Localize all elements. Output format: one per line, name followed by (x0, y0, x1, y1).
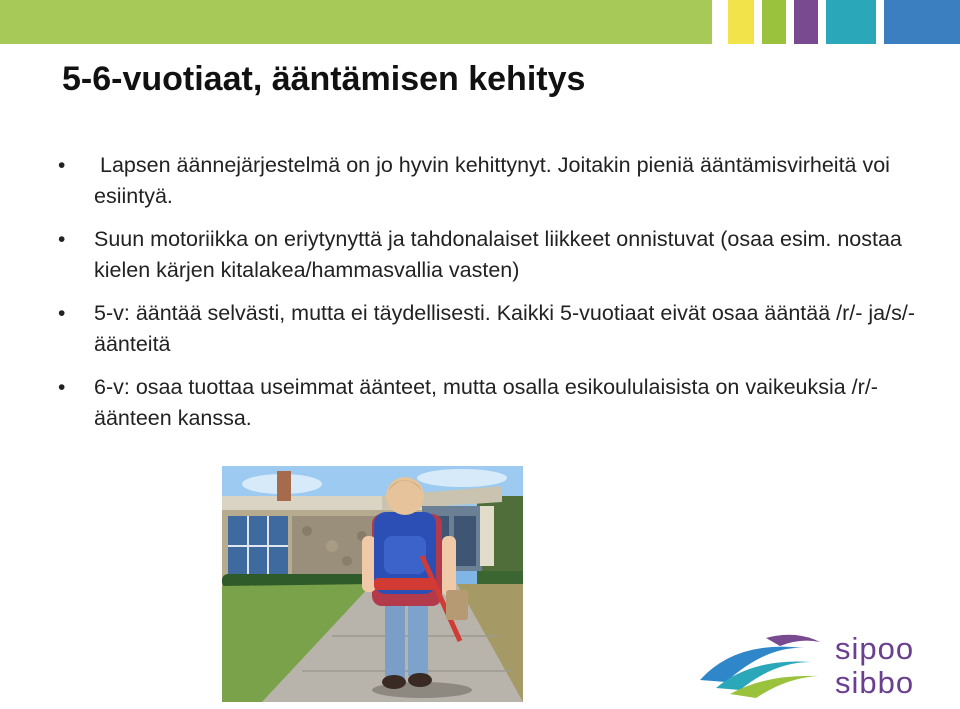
bullet-item (58, 224, 928, 286)
header-green-bar (0, 0, 712, 44)
bullet-item (58, 150, 928, 212)
photo-illustration (222, 466, 523, 702)
header-stripe-gap (754, 0, 762, 44)
bullet-text: 6-v: osaa tuottaa useimmat äänteet, mutta osalla esikoululaisista on vaikeuksia /r/-äänteen kanssa. (94, 375, 878, 430)
slide-title: 5-6-vuotiaat, ääntämisen kehitys (62, 60, 586, 98)
logo-line-sipoo: sipoo (835, 631, 915, 666)
header-stripe-gap (786, 0, 794, 44)
bullet-dot-icon: • (58, 376, 66, 399)
header-stripe-gap (876, 0, 884, 44)
bullet-dot-icon: • (58, 154, 66, 177)
header-stripe-blue (884, 0, 960, 44)
child-walking-to-school-photo (222, 466, 523, 702)
logo-wordmark (835, 632, 914, 700)
header-color-band (0, 0, 960, 44)
logo-swoosh-icon (696, 628, 836, 704)
logo-line-sibbo: sibbo (835, 665, 915, 700)
bullet-dot-icon: • (58, 228, 66, 251)
bullet-list (58, 150, 928, 446)
header-stripe-green (762, 0, 786, 44)
bullet-item (58, 372, 928, 434)
header-stripe-gap (712, 0, 728, 44)
bullet-dot-icon: • (58, 302, 66, 325)
bullet-text: Suun motoriikka on eriytynyttä ja tahdonalaiset liikkeet onnistuvat (osaa esim. nostaa kielen kärjen kitalakea/hammasvallia vasten) (94, 227, 902, 282)
bullet-text: 5-v: ääntää selvästi, mutta ei täydellisesti. Kaikki 5-vuotiaat eivät osaa ääntää /r/- ja/s/-äänteitä (94, 301, 915, 356)
header-stripe-gap (818, 0, 826, 44)
header-stripe-teal (826, 0, 876, 44)
bullet-item (58, 298, 928, 360)
header-stripe-purple (794, 0, 818, 44)
bullet-text: Lapsen äännejärjestelmä on jo hyvin kehittynyt. Joitakin pieniä ääntämisvirheitä voi esiintyä. (94, 153, 896, 208)
header-stripe-yellow (728, 0, 754, 44)
